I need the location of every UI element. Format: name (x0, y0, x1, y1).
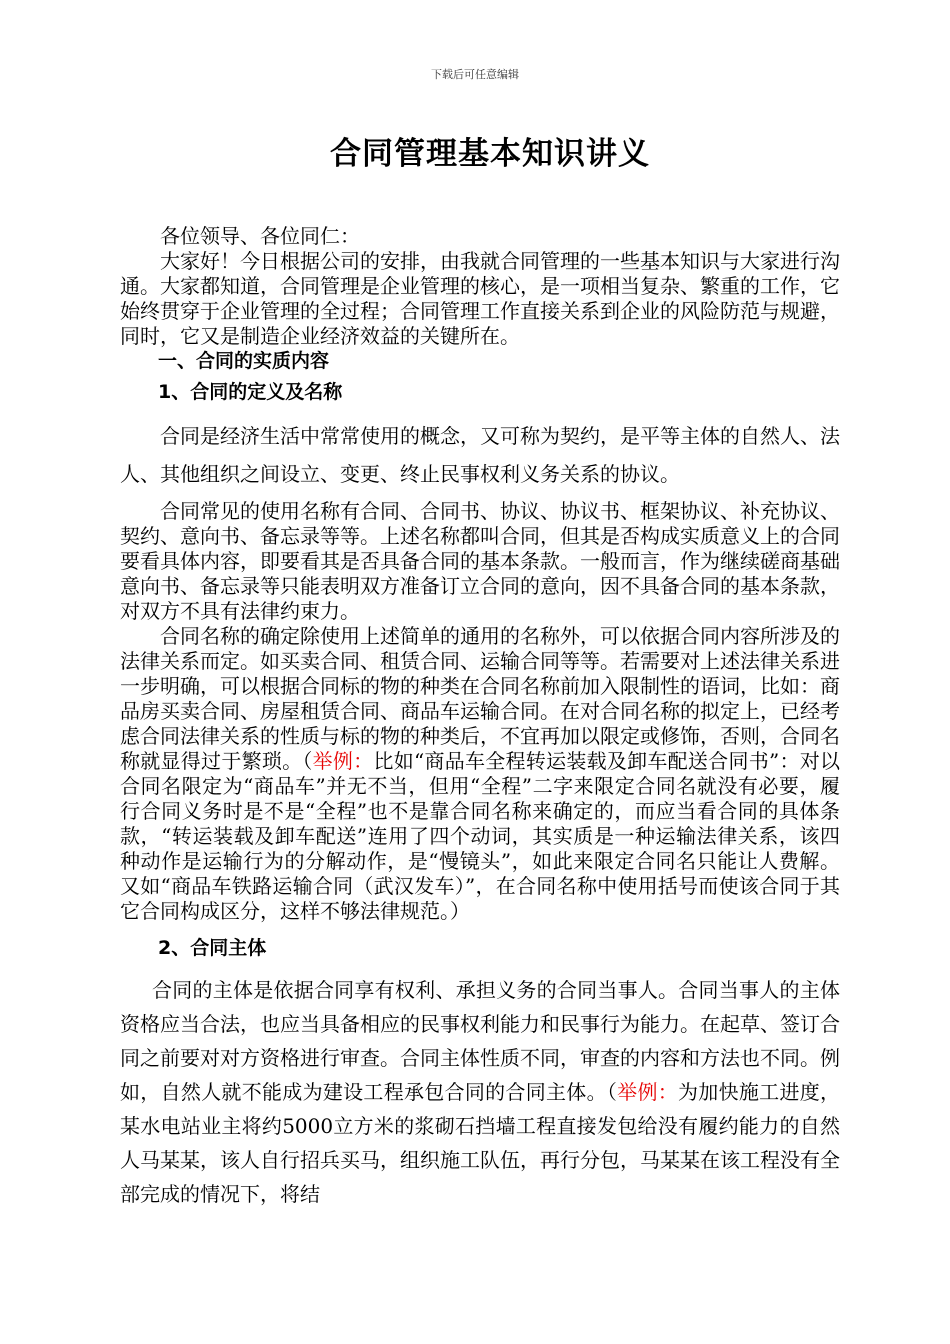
page-title: 合同管理基本知识讲义 (330, 136, 650, 172)
sub2-p1-text-b: 为加快施工进度，某水电站业主将约5000立方米的浆砌石挡墙工程直接发包给没有履约能力的自然人马某某，该人自行招兵买马，组织施工队伍，再行分包，马某某在该工程没有全部完成的情况下，将结 (120, 1080, 841, 1206)
sub1-paragraph-1: 合同是经济生活中常常使用的概念，又可称为契约，是平等主体的自然人、法人、其他组织之间设立、变更、终止民事权利义务关系的协议。 (120, 424, 840, 486)
sub1-p3-text-b: 比如“商品车全程转运装载及卸车配送合同书”：对以合同名限定为“商品车”并无不当，但用“全程”二字来限定合同名就没有必要，履行合同义务时是不是“全程”也不是靠合同名称来确定的，而应当看合同的具体条款，“转运装载及卸车配送”连用了四个动词，其实质是一种运输法律关系，该四种动作是运输行为的分解动作，是“慢镜头”，如此来限定合同名只能让人费解。又如“商品车铁路运输合同（武汉发车）”，在合同名称中使用括号而使该合同于其它合同构成区分，这样不够法律规范。） (120, 749, 841, 923)
sub1-paragraph-2: 合同常见的使用名称有合同、合同书、协议、协议书、框架协议、补充协议、契约、意向书、备忘录等等。上述名称都叫合同，但其是否构成实质意义上的合同要看具体内容，即要看其是否具备合同的基本条款。一般而言，作为继续磋商基础意向书、备忘录等只能表明双方准备订立合同的意向，因不具备合同的基本条款，对双方不具有法律约束力。 (120, 499, 840, 623)
example-label-2: 举例： (617, 1080, 679, 1104)
intro-paragraph: 大家好！今日根据公司的安排，由我就合同管理的一些基本知识与大家进行沟通。大家都知道，合同管理是企业管理的核心，是一项相当复杂、繁重的工作，它始终贯穿于企业管理的全过程；合同管理工作直接关系到企业的风险防范与规避，同时，它又是制造企业经济效益的关键所在。 (120, 249, 840, 348)
header-note: 下载后可任意编辑 (431, 68, 519, 81)
example-label: 举例： (312, 749, 374, 773)
sub2-paragraph-1 (120, 973, 840, 1211)
sub2-heading: 2、合同主体 (158, 937, 267, 959)
sub1-heading: 1、合同的定义及名称 (158, 381, 343, 403)
sub2-p1-text-a: 合同的主体是依据合同享有权利、承担义务的合同当事人。合同当事人的主体资格应当合法，也应当具备相应的民事权利能力和民事行为能力。在起草、签订合同之前要对对方资格进行审查。合同主体性质不同，审查的内容和方法也不同。例如，自然人就不能成为建设工程承包合同的合同主体。（ (120, 978, 840, 1104)
document-body (120, 224, 840, 1211)
sub1-p3-text-a: 合同名称的确定除使用上述简单的通用的名称外，可以依据合同内容所涉及的法律关系而定。如买卖合同、租赁合同、运输合同等等。若需要对上述法律关系进一步明确，可以根据合同标的物的种类在合同名称前加入限制性的语词，比如：商品房买卖合同、房屋租赁合同、商品车运输合同。在对合同名称的拟定上，已经考虑合同法律关系的性质与标的物的种类后，不宜再加以限定或修饰，否则，合同名称就显得过于繁琐。（ (120, 624, 840, 773)
sub1-paragraph-3 (120, 624, 840, 924)
greeting: 各位领导、各位同仁： (160, 224, 360, 248)
section1-heading: 一、合同的实质内容 (158, 350, 330, 372)
